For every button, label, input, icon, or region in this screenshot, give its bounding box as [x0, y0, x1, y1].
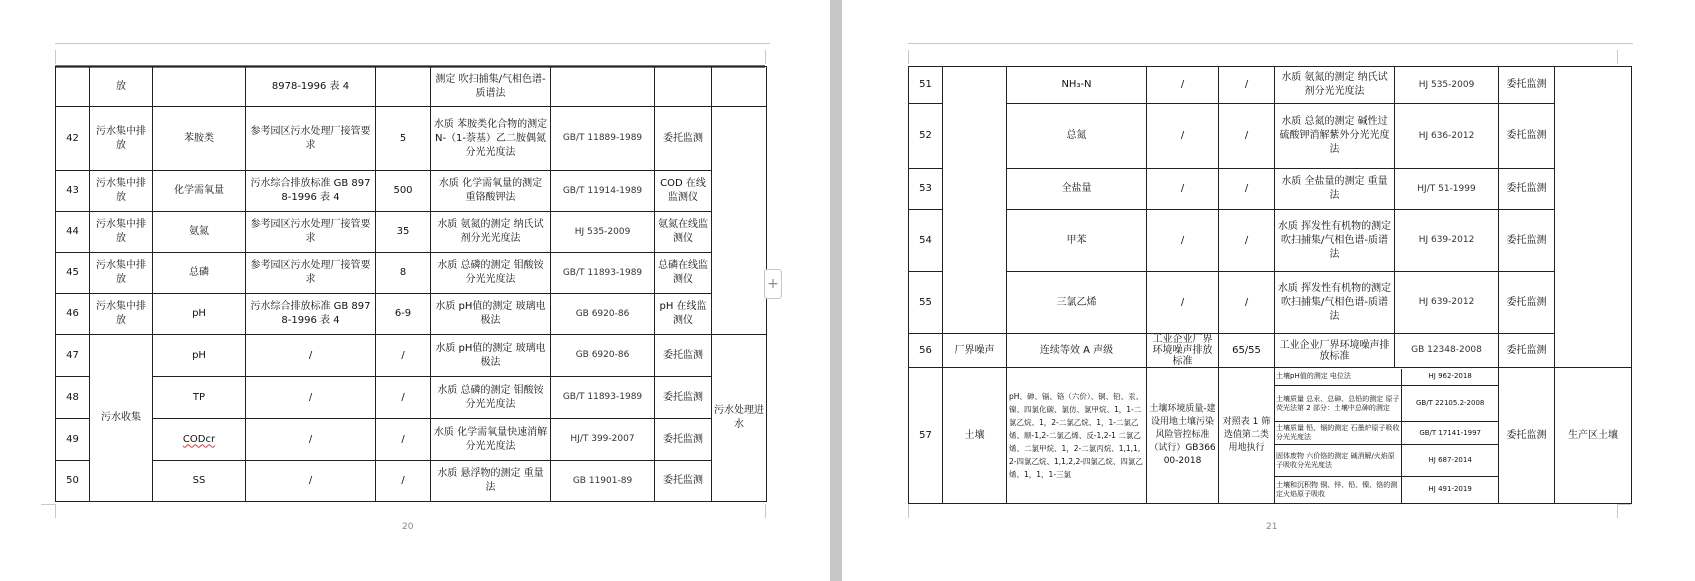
note-cell — [712, 67, 767, 107]
standard-cell: HJ 639-2012 — [1395, 272, 1499, 334]
monitoring-table-page-21 — [908, 66, 1632, 504]
margin-corner-mark — [765, 504, 766, 518]
value-cell: 对照表 1 筛选值第二类用地执行 — [1219, 368, 1275, 504]
plus-icon: + — [767, 276, 779, 292]
margin-corner-mark — [41, 504, 55, 505]
row-no: 49 — [56, 419, 90, 461]
row-no: 43 — [56, 171, 90, 212]
page-gutter — [830, 0, 842, 581]
limit-cell: / — [1147, 104, 1219, 169]
limit-cell: / — [246, 461, 376, 502]
mode-cell: 委托监测 — [655, 419, 712, 461]
margin-corner-mark — [55, 504, 56, 518]
limit-cell: / — [1147, 169, 1219, 210]
monitoring-table-page-20 — [55, 66, 767, 502]
target-cell: 污水收集 — [90, 335, 153, 502]
table-row — [909, 67, 1632, 104]
value-cell: / — [1219, 104, 1275, 169]
row-no: 56 — [909, 334, 943, 368]
table-row — [56, 419, 767, 461]
table-row-noise — [909, 334, 1632, 368]
soil-method-standard: GB/T 17141-1997 — [1402, 422, 1498, 445]
method-cell: 水质 苯胺类化合物的测定 N-（1-萘基）乙二胺偶氮分光光度法 — [431, 107, 551, 171]
value-cell — [376, 67, 431, 107]
row-no: 50 — [56, 461, 90, 502]
note-cell — [712, 107, 767, 335]
mode-cell: pH 在线监测仪 — [655, 294, 712, 335]
method-cell: 水质 挥发性有机物的测定 吹扫捕集/气相色谱-质谱法 — [1275, 272, 1395, 334]
method-cell: 水质 氨氮的测定 纳氏试剂分光光度法 — [431, 212, 551, 253]
value-cell: / — [376, 461, 431, 502]
soil-methods-table — [1275, 369, 1498, 503]
row-no: 57 — [909, 368, 943, 504]
item-cell: pH — [153, 294, 246, 335]
spellcheck-underlined-text: CODcr — [182, 433, 216, 445]
limit-cell: / — [246, 419, 376, 461]
soil-method-standard: GB/T 22105.2-2008 — [1402, 386, 1498, 422]
standard-cell: HJ 535-2009 — [551, 212, 655, 253]
target-cell: 污水集中排放 — [90, 294, 153, 335]
table-row — [56, 294, 767, 335]
margin-corner-mark — [55, 50, 56, 64]
limit-cell: 参考园区污水处理厂接管要求 — [246, 253, 376, 294]
item-cell — [153, 67, 246, 107]
document-page-20 — [0, 0, 830, 581]
value-cell: 5 — [376, 107, 431, 171]
soil-method: 土壤质量 铅、镉的测定 石墨炉原子吸收分光光度法 — [1275, 422, 1402, 445]
method-cell: 水质 悬浮物的测定 重量法 — [431, 461, 551, 502]
mode-cell: 委托监测 — [1499, 272, 1555, 334]
limit-cell: / — [1147, 272, 1219, 334]
row-no: 45 — [56, 253, 90, 294]
row-no: 44 — [56, 212, 90, 253]
method-cell: 水质 挥发性有机物的测定 吹扫捕集/气相色谱-质谱法 — [1275, 210, 1395, 272]
limit-cell: / — [246, 377, 376, 419]
mode-cell: 委托监测 — [655, 461, 712, 502]
mode-cell — [655, 67, 712, 107]
margin-corner-mark — [1617, 50, 1618, 64]
row-no: 53 — [909, 169, 943, 210]
margin-corner-mark — [1617, 504, 1631, 505]
table-row — [56, 377, 767, 419]
soil-method-row — [1275, 445, 1498, 477]
soil-method: 土壤和沉积物 铜、锌、铅、镍、铬的测定火焰原子吸收 — [1276, 480, 1398, 498]
soil-pollutant-list: pH、砷、镉、铬（六价）、铜、铅、汞、镍、四氯化碳、氯仿、氯甲烷、1，1-二氯乙烷、1，2-二氯乙烷、1，1-二氯乙烯、顺-1,2-二氯乙烯、反-1,2-1 二氯乙烯、二氯甲烷、1，2-二氯丙烷、1,1,1,2-四氯乙烷、1,1,2,2-四氯乙烷、四氯乙烯、1，1，1-三氯 — [1007, 368, 1147, 504]
header-margin-line — [908, 43, 1633, 44]
standard-cell: GB/T 11893-1989 — [551, 253, 655, 294]
table-row — [56, 212, 767, 253]
soil-method-standard: HJ 687-2014 — [1402, 445, 1498, 477]
limit-cell: / — [1147, 210, 1219, 272]
page-number: 20 — [402, 522, 414, 532]
row-no: 54 — [909, 210, 943, 272]
target-cell: 土壤 — [943, 368, 1007, 504]
method-cell: 水质 总磷的测定 钼酸铵分光光度法 — [431, 253, 551, 294]
table-row — [909, 272, 1632, 334]
limit-cell: 污水综合排放标准 GB 8978-1996 表 4 — [246, 294, 376, 335]
limit-cell: 土壤环境质量-建设用地土壤污染风险管控标准（试行）GB36600-2018 — [1147, 368, 1219, 504]
limit-cell: 8978-1996 表 4 — [246, 67, 376, 107]
target-cell: 污水集中排放 — [90, 171, 153, 212]
limit-cell: 参考园区污水处理厂接管要求 — [246, 212, 376, 253]
table-row — [56, 335, 767, 377]
document-page-21 — [842, 0, 1695, 581]
margin-corner-mark — [1617, 504, 1618, 518]
row-no: 48 — [56, 377, 90, 419]
item-cell: 连续等效 A 声级 — [1007, 334, 1147, 368]
item-cell: NH₃-N — [1007, 67, 1147, 104]
standard-cell: HJ/T 399-2007 — [551, 419, 655, 461]
header-margin-line — [55, 43, 770, 44]
table-row — [909, 104, 1632, 169]
soil-method: 土壤pH值的测定 电位法 — [1275, 369, 1402, 386]
value-cell: 500 — [376, 171, 431, 212]
note-cell — [1555, 67, 1632, 368]
item-cell: 三氯乙烯 — [1007, 272, 1147, 334]
standard-cell — [551, 67, 655, 107]
standard-cell: GB 6920-86 — [551, 335, 655, 377]
table-row — [909, 210, 1632, 272]
mode-cell: 委托监测 — [1499, 104, 1555, 169]
item-cell: SS — [153, 461, 246, 502]
table-row — [56, 253, 767, 294]
standard-cell: HJ/T 51-1999 — [1395, 169, 1499, 210]
value-cell: 35 — [376, 212, 431, 253]
value-cell: / — [1219, 272, 1275, 334]
note-cell: 污水处理进水 — [712, 335, 767, 502]
row-no: 51 — [909, 67, 943, 104]
mode-cell: 氨氮在线监测仪 — [655, 212, 712, 253]
standard-cell: GB 11901-89 — [551, 461, 655, 502]
method-cell: 水质 pH值的测定 玻璃电极法 — [431, 294, 551, 335]
value-cell: / — [376, 335, 431, 377]
margin-corner-mark — [765, 50, 766, 64]
target-cell: 污水集中排放 — [90, 212, 153, 253]
mode-cell: 委托监测 — [655, 335, 712, 377]
mode-cell: COD 在线监测仪 — [655, 171, 712, 212]
target-cell: 污水集中排放 — [90, 253, 153, 294]
mode-cell: 总磷在线监测仪 — [655, 253, 712, 294]
soil-methods-cell — [1275, 368, 1499, 504]
mode-cell: 委托监测 — [1499, 368, 1555, 504]
limit-cell: 污水综合排放标准 GB 8978-1996 表 4 — [246, 171, 376, 212]
target-cell — [943, 67, 1007, 334]
target-cell: 污水集中排放 — [90, 107, 153, 171]
soil-method-row — [1275, 386, 1498, 422]
standard-cell: GB 6920-86 — [551, 294, 655, 335]
value-cell: 65/55 — [1219, 334, 1275, 368]
standard-cell: HJ 636-2012 — [1395, 104, 1499, 169]
value-cell: 6-9 — [376, 294, 431, 335]
mode-cell: 委托监测 — [1499, 334, 1555, 368]
method-cell: 水质 pH值的测定 玻璃电极法 — [431, 335, 551, 377]
method-cell: 测定 吹扫捕集/气相色谱-质谱法 — [431, 67, 551, 107]
standard-cell: HJ 639-2012 — [1395, 210, 1499, 272]
item-cell: 甲苯 — [1007, 210, 1147, 272]
row-no: 42 — [56, 107, 90, 171]
table-row — [909, 169, 1632, 210]
row-no: 46 — [56, 294, 90, 335]
table-row — [56, 461, 767, 502]
row-no: 55 — [909, 272, 943, 334]
value-cell: 8 — [376, 253, 431, 294]
value-cell: / — [376, 419, 431, 461]
method-cell: 水质 总氮的测定 碱性过硫酸钾消解紫外分光光度法 — [1275, 104, 1395, 169]
mode-cell: 委托监测 — [655, 107, 712, 171]
standard-cell: GB/T 11893-1989 — [551, 377, 655, 419]
method-cell: 工业企业厂界环境噪声排放标准 — [1275, 334, 1395, 368]
method-cell: 水质 化学需氧量快速消解分光光度法 — [431, 419, 551, 461]
standard-cell: HJ 535-2009 — [1395, 67, 1499, 104]
method-cell: 水质 氨氮的测定 纳氏试剂分光光度法 — [1275, 67, 1395, 104]
standard-cell: GB/T 11889-1989 — [551, 107, 655, 171]
item-cell: 苯胺类 — [153, 107, 246, 171]
soil-method: 土壤质量 总汞、总砷、总铅的测定 原子荧光法第 2 部分：土壤中总砷的测定 — [1275, 386, 1402, 422]
page-number: 21 — [1266, 522, 1278, 532]
limit-cell: 参考园区污水处理厂接管要求 — [246, 107, 376, 171]
add-row-button[interactable] — [764, 269, 782, 299]
method-cell: 水质 全盐量的测定 重量法 — [1275, 169, 1395, 210]
margin-corner-mark — [908, 50, 909, 64]
soil-method-row — [1275, 369, 1498, 386]
item-cell: 总氮 — [1007, 104, 1147, 169]
limit-cell: 工业企业厂界环境噪声排放标准 — [1147, 334, 1219, 368]
value-cell: / — [1219, 210, 1275, 272]
target-cell: 厂界噪声 — [943, 334, 1007, 368]
mode-cell: 委托监测 — [1499, 210, 1555, 272]
note-cell: 生产区土壤 — [1555, 368, 1632, 504]
soil-method-row — [1275, 422, 1498, 445]
value-cell: / — [1219, 67, 1275, 104]
table-row — [56, 107, 767, 171]
margin-corner-mark — [908, 504, 909, 518]
item-cell: 化学需氧量 — [153, 171, 246, 212]
item-cell: 氨氮 — [153, 212, 246, 253]
soil-method: 固体废物 六价铬的测定 碱消解/火焰原子吸收分光光度法 — [1275, 445, 1402, 477]
method-cell: 水质 总磷的测定 钼酸铵分光光度法 — [431, 377, 551, 419]
value-cell: / — [1219, 169, 1275, 210]
method-cell: 水质 化学需氧量的测定 重铬酸钾法 — [431, 171, 551, 212]
item-cell: pH — [153, 335, 246, 377]
standard-cell: GB 12348-2008 — [1395, 334, 1499, 368]
row-no: 52 — [909, 104, 943, 169]
standard-cell: GB/T 11914-1989 — [551, 171, 655, 212]
value-cell: / — [376, 377, 431, 419]
row-no: 47 — [56, 335, 90, 377]
item-cell: TP — [153, 377, 246, 419]
table-row — [56, 67, 767, 107]
table-row-soil — [909, 368, 1632, 504]
mode-cell: 委托监测 — [655, 377, 712, 419]
soil-method-standard: HJ 962-2018 — [1402, 369, 1498, 386]
limit-cell: / — [246, 335, 376, 377]
item-cell: 总磷 — [153, 253, 246, 294]
item-cell: 全盐量 — [1007, 169, 1147, 210]
soil-method-standard: HJ 491-2019 — [1402, 477, 1498, 503]
mode-cell: 委托监测 — [1499, 67, 1555, 104]
table-row — [56, 171, 767, 212]
mode-cell: 委托监测 — [1499, 169, 1555, 210]
soil-method-row — [1275, 477, 1498, 503]
row-no — [56, 67, 90, 107]
item-cell — [153, 419, 246, 461]
target-cell: 放 — [90, 67, 153, 107]
limit-cell: / — [1147, 67, 1219, 104]
